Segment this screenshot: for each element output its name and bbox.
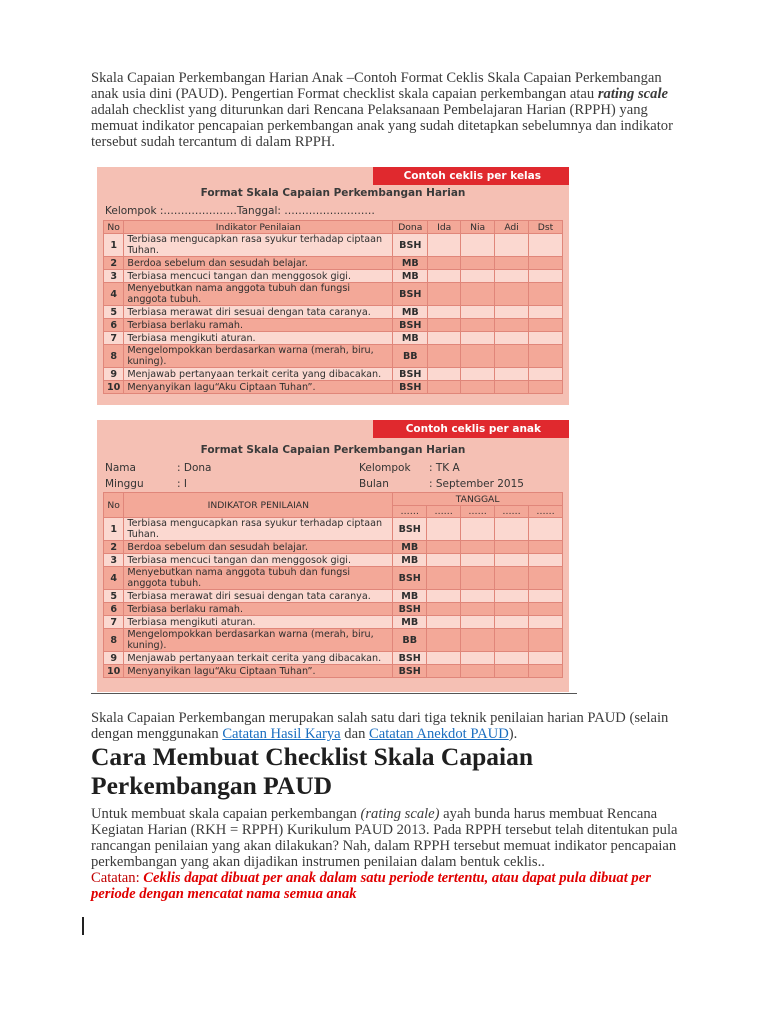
indicator-text: Menjawab pertanyaan terkait cerita yang dibacakan. xyxy=(124,652,393,665)
empty-cell[interactable] xyxy=(427,629,461,652)
empty-cell[interactable] xyxy=(495,616,529,629)
empty-cell[interactable] xyxy=(529,652,563,665)
date-col-2: …… xyxy=(427,506,461,518)
row-number: 4 xyxy=(104,567,124,590)
table-row xyxy=(104,652,563,665)
table1-header-ida: Ida xyxy=(428,221,461,234)
row-number: 9 xyxy=(104,368,124,381)
table-row xyxy=(104,306,563,319)
empty-cell[interactable] xyxy=(427,590,461,603)
table-row xyxy=(104,257,563,270)
para2-mid: dan xyxy=(340,726,370,743)
indicator-text: Terbiasa mengikuti aturan. xyxy=(124,616,393,629)
empty-cell[interactable] xyxy=(427,652,461,665)
empty-cell[interactable] xyxy=(427,567,461,590)
empty-cell[interactable] xyxy=(461,381,495,394)
table-row xyxy=(104,270,563,283)
assessment-value: BSH xyxy=(393,652,427,665)
assessment-value: BSH xyxy=(393,603,427,616)
assessment-value: BB xyxy=(393,345,428,368)
table-row xyxy=(104,665,563,678)
indicator-text: Menyebutkan nama anggota tubuh dan fungsi anggota tubuh. xyxy=(124,283,393,306)
empty-cell[interactable] xyxy=(529,629,563,652)
intro-paragraph xyxy=(91,70,681,150)
empty-cell[interactable] xyxy=(529,345,563,368)
assessment-value: BSH xyxy=(393,234,428,257)
empty-cell[interactable] xyxy=(427,541,461,554)
empty-cell[interactable] xyxy=(495,652,529,665)
empty-cell[interactable] xyxy=(529,306,563,319)
para2-text: Skala Capaian Perkembangan merupakan salah satu dari tiga teknik penilaian harian PAUD (selain dengan menggunakan xyxy=(91,710,669,743)
indicator-text: Mengelompokkan berdasarkan warna (merah, biru, kuning). xyxy=(124,629,393,652)
assessment-value: BSH xyxy=(393,567,427,590)
indicator-text: Terbiasa mengucapkan rasa syukur terhadap ciptaan Tuhan. xyxy=(124,518,393,541)
row-number: 1 xyxy=(104,518,124,541)
table1-header-nia: Nia xyxy=(461,221,495,234)
row-number: 8 xyxy=(104,629,124,652)
empty-cell[interactable] xyxy=(427,518,461,541)
empty-cell[interactable] xyxy=(428,270,461,283)
table-row xyxy=(104,590,563,603)
empty-cell[interactable] xyxy=(461,234,495,257)
empty-cell[interactable] xyxy=(529,332,563,345)
empty-cell[interactable] xyxy=(529,257,563,270)
empty-cell[interactable] xyxy=(529,518,563,541)
empty-cell[interactable] xyxy=(495,381,529,394)
row-number: 5 xyxy=(104,306,124,319)
empty-cell[interactable] xyxy=(529,368,563,381)
row-number: 5 xyxy=(104,590,124,603)
empty-cell[interactable] xyxy=(428,345,461,368)
empty-cell[interactable] xyxy=(461,616,495,629)
row-number: 10 xyxy=(104,665,124,678)
table1-header-adi: Adi xyxy=(495,221,529,234)
date-col-1: …… xyxy=(393,506,427,518)
paragraph-instructions xyxy=(91,806,681,903)
row-number: 10 xyxy=(104,381,124,394)
empty-cell[interactable] xyxy=(461,665,495,678)
indicator-text: Menyanyikan lagu“Aku Ciptaan Tuhan”. xyxy=(124,381,393,394)
row-number: 8 xyxy=(104,345,124,368)
empty-cell[interactable] xyxy=(461,332,495,345)
empty-cell[interactable] xyxy=(495,306,529,319)
assessment-value: BSH xyxy=(393,518,427,541)
empty-cell[interactable] xyxy=(529,554,563,567)
empty-cell[interactable] xyxy=(495,665,529,678)
para2-end: ). xyxy=(508,726,518,743)
empty-cell[interactable] xyxy=(427,665,461,678)
table-row xyxy=(104,629,563,652)
tab-label-per-class: Contoh ceklis per kelas xyxy=(373,167,569,185)
intro-emphasis: rating scale xyxy=(597,86,668,103)
table-row xyxy=(104,554,563,567)
para3-emphasis: (rating scale) xyxy=(360,806,440,822)
row-number: 3 xyxy=(104,270,124,283)
table2-grid xyxy=(103,492,563,678)
minggu-label: Minggu xyxy=(105,478,144,490)
table1-header-dona: Dona xyxy=(393,221,428,234)
empty-cell[interactable] xyxy=(529,541,563,554)
empty-cell[interactable] xyxy=(495,603,529,616)
assessment-value: MB xyxy=(393,541,427,554)
table-row xyxy=(104,381,563,394)
paragraph-techniques xyxy=(91,710,681,742)
empty-cell[interactable] xyxy=(529,567,563,590)
assessment-value: MB xyxy=(393,332,428,345)
section-heading: Cara Membuat Checklist Skala Capaian Perkembangan PAUD xyxy=(91,742,534,800)
empty-cell[interactable] xyxy=(461,306,495,319)
assessment-value: BSH xyxy=(393,283,428,306)
intro-text-2: adalah checklist yang diturunkan dari Rencana Pelaksanaan Pembelajaran Harian (RPPH) yang memuat indikator pencapaian perkembangan anak yang sudah ditetapkan sebelumnya dan indikator tersebut sudah tercantum di dalam RPPH. xyxy=(91,102,673,151)
table-row xyxy=(104,319,563,332)
tab-label-per-child: Contoh ceklis per anak xyxy=(373,420,569,438)
empty-cell[interactable] xyxy=(529,381,563,394)
date-col-3: …… xyxy=(461,506,495,518)
empty-cell[interactable] xyxy=(428,368,461,381)
empty-cell[interactable] xyxy=(495,554,529,567)
empty-cell[interactable] xyxy=(428,234,461,257)
empty-cell[interactable] xyxy=(529,603,563,616)
empty-cell[interactable] xyxy=(428,306,461,319)
empty-cell[interactable] xyxy=(495,283,529,306)
empty-cell[interactable] xyxy=(461,652,495,665)
empty-cell[interactable] xyxy=(461,541,495,554)
empty-cell[interactable] xyxy=(495,629,529,652)
indicator-text: Terbiasa merawat diri sesuai dengan tata caranya. xyxy=(124,306,393,319)
empty-cell[interactable] xyxy=(495,518,529,541)
empty-cell[interactable] xyxy=(495,270,529,283)
empty-cell[interactable] xyxy=(428,381,461,394)
empty-cell[interactable] xyxy=(495,590,529,603)
assessment-value: BSH xyxy=(393,381,428,394)
table-row xyxy=(104,368,563,381)
empty-cell[interactable] xyxy=(461,518,495,541)
empty-cell[interactable] xyxy=(529,590,563,603)
row-number: 9 xyxy=(104,652,124,665)
row-number: 6 xyxy=(104,603,124,616)
date-col-5: …… xyxy=(529,506,563,518)
empty-cell[interactable] xyxy=(461,270,495,283)
empty-cell[interactable] xyxy=(495,234,529,257)
assessment-value: MB xyxy=(393,257,428,270)
empty-cell[interactable] xyxy=(495,345,529,368)
empty-cell[interactable] xyxy=(427,616,461,629)
empty-cell[interactable] xyxy=(461,567,495,590)
assessment-value: MB xyxy=(393,590,427,603)
indicator-text: Berdoa sebelum dan sesudah belajar. xyxy=(124,541,393,554)
empty-cell[interactable] xyxy=(495,541,529,554)
empty-cell[interactable] xyxy=(461,368,495,381)
table-row xyxy=(104,283,563,306)
indicator-text: Mengelompokkan berdasarkan warna (merah, biru, kuning). xyxy=(124,345,393,368)
empty-cell[interactable] xyxy=(461,257,495,270)
empty-cell[interactable] xyxy=(529,283,563,306)
table1-grid xyxy=(103,220,563,394)
bulan-value: : September 2015 xyxy=(429,478,524,490)
table-panel-per-child xyxy=(97,420,569,692)
indicator-text: Terbiasa berlaku ramah. xyxy=(124,603,393,616)
empty-cell[interactable] xyxy=(461,554,495,567)
row-number: 2 xyxy=(104,257,124,270)
empty-cell[interactable] xyxy=(495,332,529,345)
table-row xyxy=(104,234,563,257)
row-number: 7 xyxy=(104,616,124,629)
table1-header-no: No xyxy=(104,221,124,234)
table2-header-tanggal: TANGGAL xyxy=(393,493,563,506)
nama-value: : Dona xyxy=(177,462,212,474)
row-number: 7 xyxy=(104,332,124,345)
empty-cell[interactable] xyxy=(529,665,563,678)
empty-cell[interactable] xyxy=(461,590,495,603)
nama-label: Nama xyxy=(105,462,136,474)
assessment-value: MB xyxy=(393,270,428,283)
indicator-text: Menjawab pertanyaan terkait cerita yang dibacakan. xyxy=(124,368,393,381)
indicator-text: Terbiasa mengikuti aturan. xyxy=(124,332,393,345)
indicator-text: Berdoa sebelum dan sesudah belajar. xyxy=(124,257,393,270)
empty-cell[interactable] xyxy=(529,616,563,629)
table-row xyxy=(104,332,563,345)
empty-cell[interactable] xyxy=(461,629,495,652)
link-catatan-hasil-karya[interactable]: Catatan Hasil Karya xyxy=(222,726,341,743)
kelompok-label: Kelompok xyxy=(359,462,411,474)
para3-text-1: Untuk membuat skala capaian perkembangan xyxy=(91,806,361,822)
note-text: Ceklis dapat dibuat per anak dalam satu periode tertentu, atau dapat pula dibuat per periode dengan mencatat nama semua anak xyxy=(91,870,651,903)
assessment-value: BSH xyxy=(393,665,427,678)
row-number: 6 xyxy=(104,319,124,332)
assessment-value: BSH xyxy=(393,319,428,332)
empty-cell[interactable] xyxy=(461,283,495,306)
empty-cell[interactable] xyxy=(529,319,563,332)
table-row xyxy=(104,603,563,616)
empty-cell[interactable] xyxy=(461,603,495,616)
table2-header-indicator: INDIKATOR PENILAIAN xyxy=(124,493,393,518)
note-label: Catatan: xyxy=(91,870,144,887)
table1-header-dst: Dst xyxy=(529,221,563,234)
table-row xyxy=(104,345,563,368)
table1-header-indicator: Indikator Penilaian xyxy=(124,221,393,234)
table2-title: Format Skala Capaian Perkembangan Harian xyxy=(200,444,466,456)
intro-text-1: Skala Capaian Perkembangan Harian Anak –Contoh Format Ceklis Skala Capaian Perkembangan anak usia dini (PAUD). Pengertian Format checklist skala capaian perkembangan atau xyxy=(91,70,662,103)
indicator-text: Terbiasa mencuci tangan dan menggosok gigi. xyxy=(124,270,393,283)
row-number: 1 xyxy=(104,234,124,257)
date-col-4: …… xyxy=(495,506,529,518)
row-number: 3 xyxy=(104,554,124,567)
empty-cell[interactable] xyxy=(495,368,529,381)
para3-text-2: ayah bunda harus membuat Rencana Kegiatan Harian (RKH = RPPH) Kurikulum PAUD 2013. Pada RPPH tersebut telah ditentukan pula rancangan penilaian yang akan dilakukan? Nah, dalam RPPH tersebut memuat indikator pencapaian perkembangan yang akan dijadikan instrumen penilaian dalam bentuk ceklis.. xyxy=(91,806,678,871)
table-row xyxy=(104,616,563,629)
empty-cell[interactable] xyxy=(529,270,563,283)
indicator-text: Terbiasa mencuci tangan dan menggosok gigi. xyxy=(124,554,393,567)
assessment-value: MB xyxy=(393,554,427,567)
indicator-text: Terbiasa berlaku ramah. xyxy=(124,319,393,332)
empty-cell[interactable] xyxy=(428,283,461,306)
horizontal-rule xyxy=(91,693,577,694)
assessment-value: BSH xyxy=(393,368,428,381)
empty-cell[interactable] xyxy=(461,319,495,332)
text-cursor xyxy=(82,917,84,935)
empty-cell[interactable] xyxy=(495,257,529,270)
empty-cell[interactable] xyxy=(428,319,461,332)
empty-cell[interactable] xyxy=(529,234,563,257)
indicator-text: Menyanyikan lagu“Aku Ciptaan Tuhan”. xyxy=(124,665,393,678)
kelompok-value: : TK A xyxy=(429,462,460,474)
empty-cell[interactable] xyxy=(427,603,461,616)
row-number: 2 xyxy=(104,541,124,554)
empty-cell[interactable] xyxy=(428,257,461,270)
row-number: 4 xyxy=(104,283,124,306)
table-row xyxy=(104,541,563,554)
assessment-value: MB xyxy=(393,616,427,629)
empty-cell[interactable] xyxy=(427,554,461,567)
assessment-value: BB xyxy=(393,629,427,652)
link-catatan-anekdot[interactable]: Catatan Anekdot PAUD xyxy=(369,726,509,743)
table-row xyxy=(104,567,563,590)
table-panel-per-class xyxy=(97,167,569,405)
table2-header-no: No xyxy=(104,493,124,518)
indicator-text: Menyebutkan nama anggota tubuh dan fungsi anggota tubuh. xyxy=(124,567,393,590)
minggu-value: : I xyxy=(177,478,187,490)
assessment-value: MB xyxy=(393,306,428,319)
empty-cell[interactable] xyxy=(495,567,529,590)
empty-cell[interactable] xyxy=(428,332,461,345)
table1-meta: Kelompok :…………………Tanggal: ……………..……… xyxy=(105,205,375,217)
empty-cell[interactable] xyxy=(495,319,529,332)
indicator-text: Terbiasa merawat diri sesuai dengan tata caranya. xyxy=(124,590,393,603)
bulan-label: Bulan xyxy=(359,478,389,490)
indicator-text: Terbiasa mengucapkan rasa syukur terhadap ciptaan Tuhan. xyxy=(124,234,393,257)
empty-cell[interactable] xyxy=(461,345,495,368)
table-row xyxy=(104,518,563,541)
table1-title: Format Skala Capaian Perkembangan Harian xyxy=(200,187,466,199)
